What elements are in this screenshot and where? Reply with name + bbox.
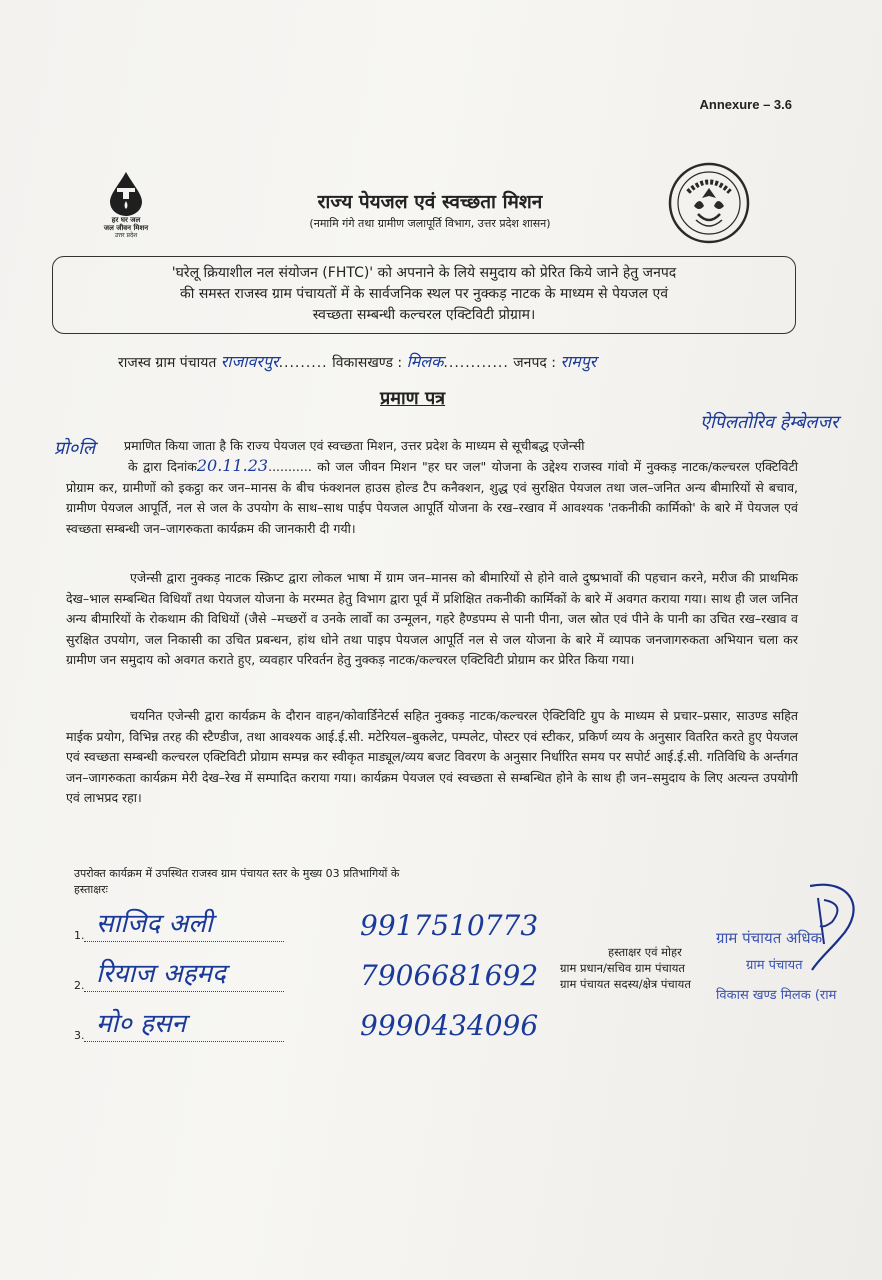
annexure-label: Annexure – 3.6 bbox=[699, 97, 792, 112]
agency-name-handwritten: ऐपिलतोरिव हेम्बेलजर bbox=[700, 412, 839, 433]
block-label: विकासखण्ड : bbox=[332, 355, 403, 371]
participant-number: 3. bbox=[74, 1029, 85, 1042]
banner-line-2: की समस्त राजस्व ग्राम पंचायतों में के सार्वजनिक स्थल पर नुक्कड़ नाटक के माध्यम से पेयजल एवं bbox=[179, 286, 668, 302]
up-government-seal bbox=[668, 162, 750, 244]
mission-title: राज्य पेयजल एवं स्वच्छता मिशन bbox=[317, 191, 543, 213]
participant-name: रियाज अहमद bbox=[96, 959, 226, 989]
participant-phone: 7906681692 bbox=[360, 959, 539, 992]
participant-number: 2. bbox=[74, 979, 85, 992]
stamp-line-3: विकास खण्ड मिलक (राम bbox=[716, 988, 837, 1003]
participant-phone: 9917510773 bbox=[360, 909, 539, 942]
para1-body: के द्वारा दिनांक20.11.23........... को जल जीवन मिशन "हर घर जल" योजना के उद्देश्य राजस्व गांवो में नुक्कड़ नाटक/कल्चरल एक्टिविटी प्रोग्राम कर, ग्रामीणों को इकट्ठा कर जन–मानस के बीच फंक्शनल हाउस होल्ड टैप कनैक्शन, शुद्ध एवं सुरक्षित पेयजल तथा जल–जनित अन्य बीमारियों से बचाव, ग्रामीण पेयजल आपूर्ति, नल से जल के उपयोग के साथ–साथ पाईप पेयजल आपूर्ति योजना के रख–रखाव में आवश्यक 'तकनीकी कार्मिको' के बारे में पेयजल एवं स्वच्छता सम्बन्धी जन–जागरुकता कार्यक्रम की जानकारी दी गयी। bbox=[66, 456, 798, 536]
district-value: रामपुर bbox=[560, 352, 597, 371]
district-label: जनपद : bbox=[513, 355, 556, 371]
signatory-line-1: हस्ताक्षर एवं मोहर bbox=[608, 945, 682, 959]
para1-line1: प्रमाणित किया जाता है कि राज्य पेयजल एवं स्वच्छता मिशन, उत्तर प्रदेश के माध्यम से सूचीबद्ध एजेन्सी bbox=[124, 438, 585, 453]
participant-row-1 bbox=[74, 906, 594, 946]
mission-subtitle: (नमामि गंगे तथा ग्रामीण जलापूर्ति विभाग, उत्तर प्रदेश शासन) bbox=[309, 217, 551, 230]
signatory-line-2: ग्राम प्रधान/सचिव ग्राम पंचायत bbox=[560, 961, 685, 975]
participant-row-3 bbox=[74, 1006, 594, 1046]
date-handwritten: 20.11.23 bbox=[196, 456, 269, 475]
location-line: राजस्व ग्राम पंचायत राजावरपुर......... विकासखण्ड : मिलक............ जनपद : रामपुर bbox=[118, 352, 597, 371]
participant-phone: 9990434096 bbox=[360, 1009, 539, 1042]
para2: एजेन्सी द्वारा नुक्कड़ नाटक स्क्रिप्ट द्वारा लोकल भाषा में ग्राम जन–मानस को बीमारियों से होने वाले दुष्प्रभावों की पहचान करने, मरीज की प्राथमिक देख–भाल सम्बन्धित विधियाँ तथा पेयजल योजना के मरम्मत हेतु विभाग द्वारा पूर्व में प्रशिक्षित तकनीकी कार्मिकों के बारे में अवगत कराया गया। साथ ही जल जनित अन्य बीमारियों के रोकथाम की विधियों (जैसे –मच्छरों व उनके लार्वो का उन्मूलन, गहरे हैण्डपम्प से पानी पीना, जल स्रोत एवं पीने के पानी का उचित रख–रखाव व सुरक्षित उपयोग, जल निकासी का उचित प्रबन्धन, हांथ धोने तथा पाइप पेयजल आपूर्ति नल से जल योजना के बारे में व्यापक जनजागरुकता अभियान चला कर ग्रामीण जन समुदाय को अवगत कराते हुए, व्यवहार परिवर्तन हेतु नुक्कड़ नाटक/कल्चरल एक्टिविटी प्रोग्राम कर प्रेरित किया गया। bbox=[66, 570, 798, 667]
block-value: मिलक bbox=[406, 352, 444, 371]
para1-part3: को जल जीवन मिशन "हर घर जल" योजना के उद्देश्य राजस्व गांवो में नुक्कड़ नाटक/कल्चरल एक्टिविटी प्रोग्राम कर, ग्रामीणों को इकट्ठा कर जन–मानस के बीच फंक्शनल हाउस होल्ड टैप कनैक्शन, शुद्ध एवं सुरक्षित पेयजल तथा जल–जनित अन्य बीमारियों से बचाव, ग्रामीण पेयजल आपूर्ति, नल से जल के उपयोग के साथ–साथ पाईप पेयजल आपूर्ति योजना के रख–रखाव में आवश्यक 'तकनीकी कार्मिको' के बारे में पेयजल एवं स्वच्छता सम्बन्धी जन–जागरुकता कार्यक्रम की जानकारी दी गयी। bbox=[66, 459, 798, 536]
signature-label: हस्ताक्षरः bbox=[74, 883, 108, 896]
certificate-title: प्रमाण पत्र bbox=[380, 388, 446, 409]
stamp-line-2: ग्राम पंचायत bbox=[746, 958, 803, 973]
stamp-line-1: ग्राम पंचायत अधिक bbox=[716, 929, 823, 947]
participants-note: उपरोक्त कार्यक्रम में उपस्थित राजस्व ग्राम पंचायत स्तर के मुख्य 03 प्रतिभागियों के bbox=[74, 867, 400, 880]
para1-part2: के द्वारा दिनांक bbox=[128, 459, 197, 474]
panchayat-label: राजस्व ग्राम पंचायत bbox=[118, 355, 217, 371]
participant-name: साजिद अली bbox=[96, 909, 213, 939]
participant-number: 1. bbox=[74, 929, 85, 942]
water-tap-drop-logo-icon bbox=[104, 170, 148, 216]
para3: चयनित एजेन्सी द्वारा कार्यक्रम के दौरान वाहन/कोवार्डिनेटर्स सहित नुक्कड़ नाटक/कल्चरल ऐक्टिविटि ग्रुप के माध्यम से प्रचार–प्रसार, साउण्ड सहित माईक प्रयोग, विभिन्न तरह की स्टैण्डीज, तथा आवश्यक आई.ई.सी. मटेरियल–बुकलेट, पम्पलेट, पोस्टर एवं स्टीकर, प्रकिर्ण व्यय के अनुसार वितरित करते हुए पेयजल एवं स्वच्छता सम्बन्धी कल्चरल एक्टिविटी प्रोग्राम सम्पन्न कर स्वीकृत माड्यूल/व्यय बजट विवरण के अनुसार निर्धारित समय पर सपोर्ट आई.ई.सी. गतिविधि के अर्न्तगत जन–जागरुकता कार्यक्रम मेरी देख–रेख में सम्पादित कराया गया। कार्यक्रम पेयजल एवं स्वच्छता से सम्बन्धित होने के साथ ही जन–समुदाय के लिए अत्यन्त उपयोगी एवं लाभप्रद रहा। bbox=[66, 708, 798, 805]
logo-caption-2: जल जीवन मिशन bbox=[103, 224, 149, 232]
logo-caption-3: उत्तर प्रदेश bbox=[114, 232, 138, 239]
up-government-seal-icon bbox=[668, 162, 750, 244]
jal-jeevan-mission-logo bbox=[86, 170, 166, 240]
banner-line-1: 'घरेलू क्रियाशील नल संयोजन (FHTC)' को अपनाने के लिये समुदाय को प्रेरित किये जाने हेतु जनपद bbox=[171, 265, 677, 281]
margin-note-handwritten: प्रो०लि bbox=[54, 438, 96, 459]
signatory-block bbox=[560, 929, 880, 1003]
signatory-line-3: ग्राम पंचायत सदस्य/क्षेत्र पंचायत bbox=[560, 977, 691, 991]
participant-row-2 bbox=[74, 956, 594, 996]
participant-name: मो० हसन bbox=[96, 1009, 186, 1039]
program-banner bbox=[52, 256, 796, 334]
panchayat-value: राजावरपुर bbox=[220, 352, 279, 371]
banner-line-3: स्वच्छता सम्बन्धी कल्चरल एक्टिविटी प्रोग्राम। bbox=[312, 307, 536, 323]
logo-caption-1: हर घर जल bbox=[111, 216, 141, 224]
